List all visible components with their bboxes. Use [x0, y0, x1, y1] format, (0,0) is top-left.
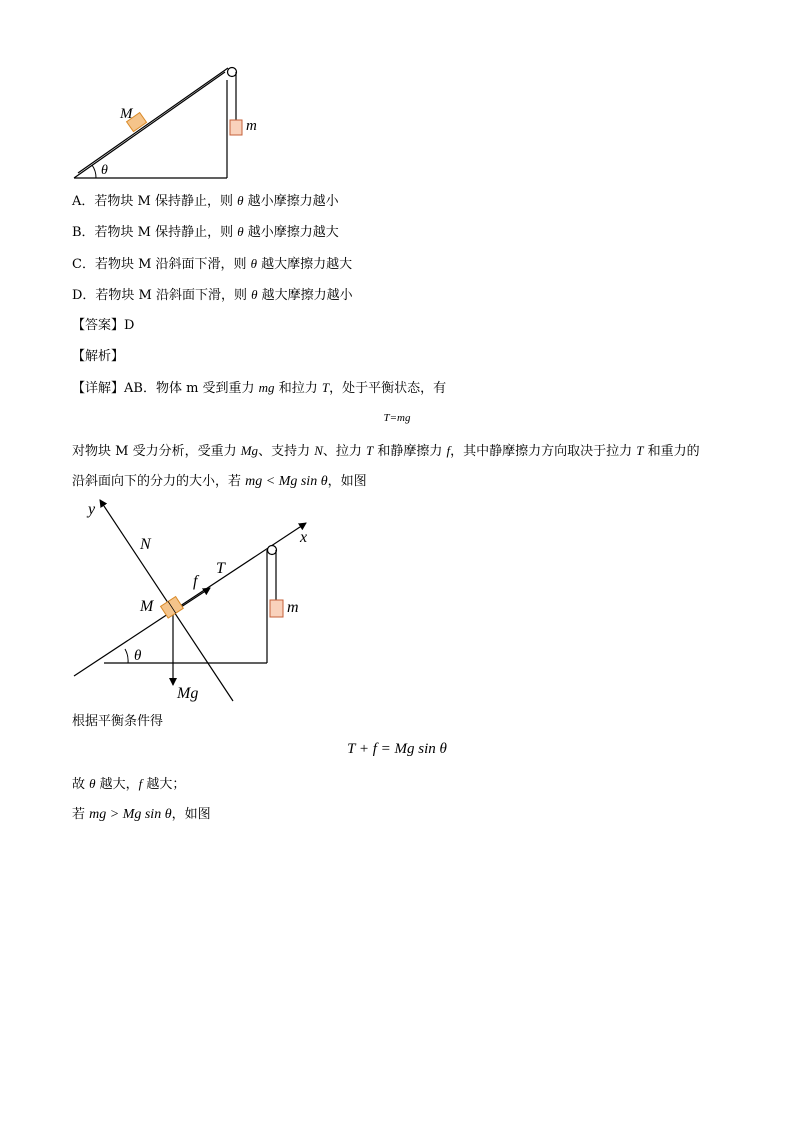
answer-value: D — [124, 318, 135, 333]
equation-balance: T + f = Mg sin θ — [347, 741, 447, 757]
force-diagram-figure-2 — [70, 495, 320, 710]
fig2-label-M: M — [140, 598, 154, 615]
equation-T-mg: T=mg — [383, 412, 411, 424]
fig2-label-N: N — [140, 536, 151, 553]
fig2-label-Mg: Mg — [177, 685, 199, 702]
fig2-label-T: T — [216, 560, 225, 577]
option-c — [72, 255, 352, 274]
detail-l2-c: 、拉力 — [322, 444, 367, 459]
detail-l3-math: mg < Mg sin θ — [245, 474, 328, 489]
option-b-var: θ — [237, 224, 244, 239]
case2-a: 若 — [72, 807, 90, 822]
option-c-prefix: C．若物块 M 沿斜面下滑，则 — [72, 257, 251, 272]
detail-l2-g: 和重力的 — [643, 444, 700, 459]
fig2-label-y: y — [88, 501, 96, 518]
option-a-suffix: 越小摩擦力越小 — [243, 194, 339, 209]
rope-along-incline — [78, 68, 228, 173]
hanging-mass-m — [270, 600, 283, 617]
option-a — [72, 192, 339, 211]
option-c-suffix: 越大摩擦力越大 — [257, 257, 353, 272]
option-b-prefix: B．若物块 M 保持静止，则 — [72, 225, 238, 240]
detail-l2-b: 、支持力 — [258, 444, 315, 459]
detail-l2-a: 对物块 M 受力分析，受重力 — [72, 444, 241, 459]
hanging-mass-m — [230, 120, 242, 135]
detail-l2-T: T — [366, 443, 374, 458]
fig2-label-x: x — [300, 529, 308, 546]
fig1-label-m: m — [246, 118, 257, 134]
option-d-suffix: 越大摩擦力越小 — [257, 288, 353, 303]
detail-line-2 — [72, 442, 700, 461]
analysis-label: 【解析】 — [72, 349, 125, 364]
option-d-prefix: D．若物块 M 沿斜面下滑，则 — [72, 288, 252, 303]
concl-a: 故 — [72, 777, 90, 792]
detail-l2-T2: T — [636, 443, 644, 458]
case2-line — [72, 806, 211, 824]
option-d-var: θ — [251, 287, 258, 302]
answer-line — [72, 317, 134, 335]
case2-math: mg > Mg sin θ — [89, 807, 172, 822]
detail-l3-b: ，如图 — [327, 474, 367, 489]
option-d — [72, 286, 353, 305]
detail-line-1 — [72, 379, 446, 398]
detail-l1-T: T — [321, 380, 330, 395]
detail-line-3 — [72, 473, 367, 491]
conclusion-line — [72, 775, 185, 794]
option-a-var: θ — [237, 193, 244, 208]
option-b-suffix: 越小摩擦力越大 — [243, 225, 339, 240]
pulley-icon — [228, 68, 237, 77]
concl-f: f — [138, 776, 143, 791]
fig1-label-M: M — [120, 106, 133, 122]
detail-l1-mg: mg — [258, 380, 275, 395]
tension-friction-arrow — [178, 588, 210, 609]
theta-arc — [92, 165, 96, 178]
detail-l1-b: 和拉力 — [274, 381, 322, 396]
fig2-label-theta: θ — [134, 648, 142, 664]
detail-l2-e: ，其中静摩擦力方向取决于拉力 — [450, 444, 637, 459]
option-b — [72, 223, 339, 242]
concl-b: 越大， — [95, 777, 139, 792]
answer-label: 【答案】 — [72, 318, 125, 333]
detail-l2-d: 和静摩擦力 — [373, 444, 447, 459]
detail-l1-a: 【详解】AB．物体 m 受到重力 — [72, 381, 259, 396]
balance-text: 根据平衡条件得 — [72, 714, 164, 729]
incline-surface — [74, 72, 225, 178]
y-axis — [100, 500, 233, 701]
detail-l2-N: N — [314, 443, 323, 458]
concl-theta: θ — [89, 776, 96, 791]
detail-l2-Mg: Mg — [240, 443, 259, 458]
case2-b: ，如图 — [171, 807, 211, 822]
detail-l3-a: 沿斜面向下的分力的大小，若 — [72, 474, 246, 489]
fig2-label-f: f — [193, 573, 198, 590]
option-a-prefix: A．若物块 M 保持静止，则 — [72, 194, 238, 209]
fig2-label-m: m — [287, 599, 299, 616]
incline-figure-1 — [70, 60, 280, 185]
fig1-label-theta: θ — [101, 163, 108, 178]
pulley-icon — [268, 546, 277, 555]
detail-l2-f: f — [446, 443, 451, 458]
theta-arc — [125, 649, 128, 663]
concl-c: 越大； — [142, 777, 186, 792]
option-c-var: θ — [250, 256, 258, 271]
detail-l1-c: ，处于平衡状态，有 — [329, 381, 447, 396]
